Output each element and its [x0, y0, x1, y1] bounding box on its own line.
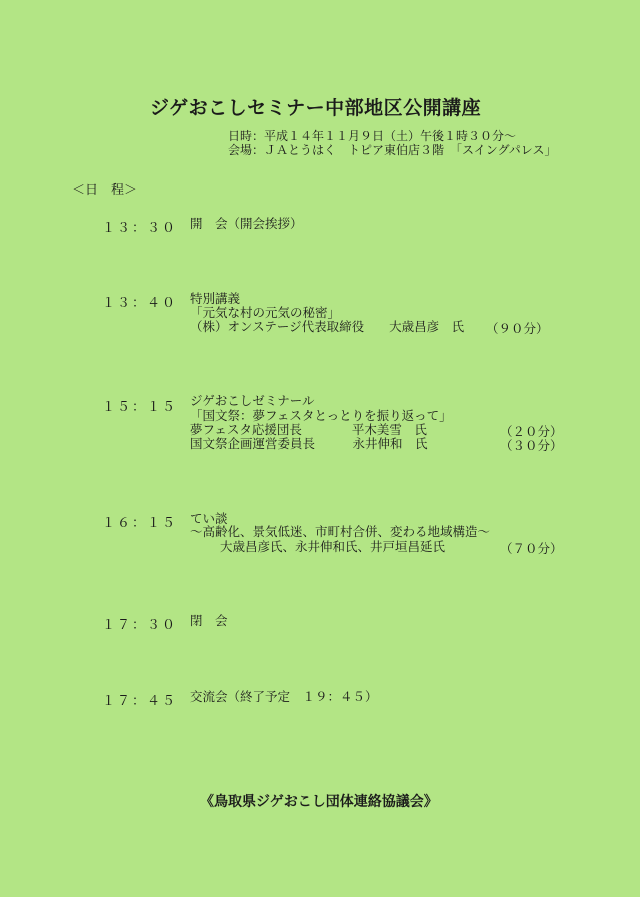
schedule-item-subtitle: 「国文祭：夢フェスタとっとりを振り返って」	[190, 408, 452, 423]
schedule-item-duration: （３０分）	[500, 438, 563, 453]
schedule-item-duration: （９０分）	[486, 321, 549, 336]
schedule-time: １７：３０	[102, 618, 178, 633]
schedule-time: １３：４０	[102, 296, 178, 311]
schedule-item-duration: （７０分）	[500, 541, 563, 556]
schedule-item-title: 特別講義	[190, 291, 241, 306]
schedule-item-title: 交流会（終了予定 １９：４５）	[190, 689, 378, 704]
schedule-item-speaker: （株）オンステージ代表取締役 大歳昌彦 氏	[190, 319, 465, 334]
schedule-item-subtitle: 「元気な村の元気の秘密」	[190, 305, 341, 320]
schedule-heading: ＜日 程＞	[72, 183, 138, 198]
organizer-footer: 《鳥取県ジゲおこし団体連絡協議会》	[200, 794, 438, 810]
schedule-item-title: 閉 会	[190, 613, 228, 628]
schedule-item-title: ジゲおこしゼミナール	[190, 393, 315, 408]
schedule-time: １５：１５	[102, 400, 178, 415]
schedule-item-duration: （２０分）	[500, 424, 563, 439]
schedule-item-subtitle: ～高齢化、景気低迷、市町村合併、変わる地域構造～	[190, 524, 491, 539]
schedule-time: １３：３０	[102, 221, 178, 236]
schedule-item-speaker: 夢フェスタ応援団長 平木美雪 氏	[190, 422, 427, 437]
schedule-item-title: 開 会（開会挨拶）	[190, 216, 303, 231]
schedule-item-title: てい談	[190, 511, 228, 526]
event-venue: 会場：ＪＡとうはく トピア東伯店３階 「スイングパレス」	[228, 143, 557, 157]
schedule-time: １７：４５	[102, 694, 178, 709]
event-datetime: 日時：平成１４年１１月９日（土）午後１時３０分～	[228, 129, 517, 143]
schedule-item-speaker: 国文祭企画運営委員長 永井伸和 氏	[190, 436, 428, 451]
schedule-item-speaker: 大歳昌彦氏、永井伸和氏、井戸垣昌延氏	[220, 539, 446, 554]
page-title: ジゲおこしセミナー中部地区公開講座	[150, 97, 482, 119]
schedule-time: １６：１５	[102, 516, 178, 531]
